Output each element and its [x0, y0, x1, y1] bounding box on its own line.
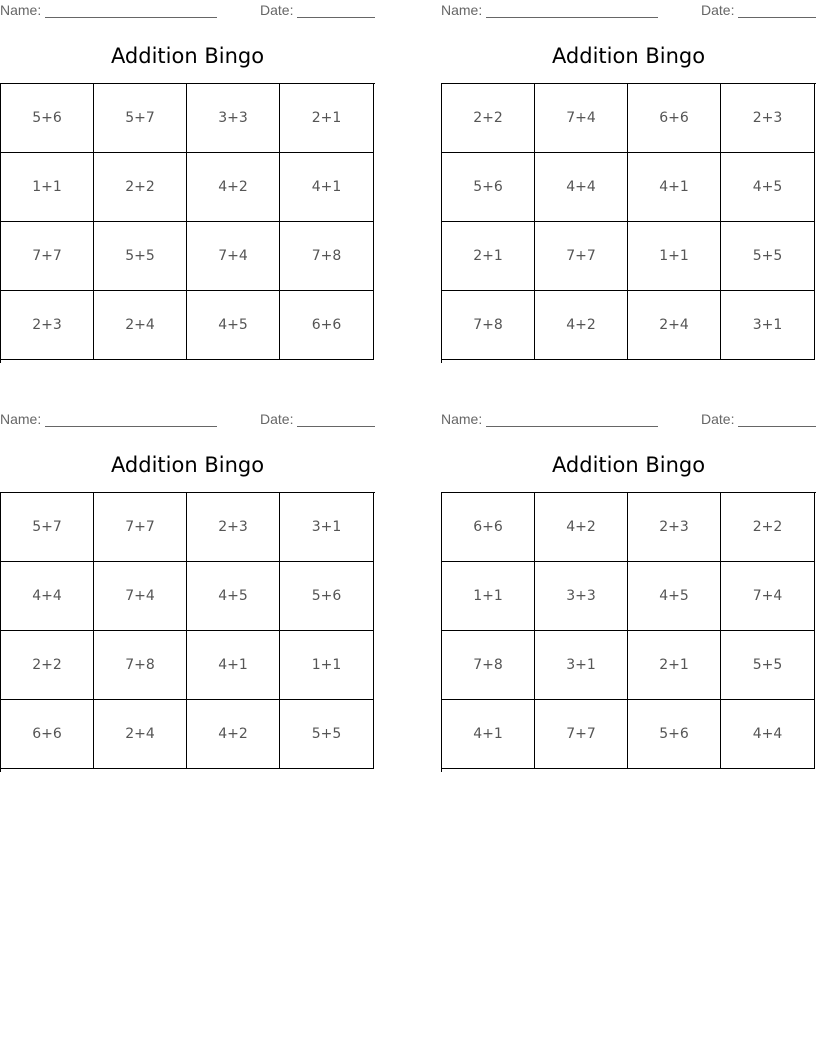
- bingo-cell[interactable]: 7+4: [94, 562, 187, 631]
- card-title: Addition Bingo: [551, 453, 706, 477]
- bingo-cell[interactable]: 2+1: [442, 222, 535, 291]
- bingo-cell[interactable]: 5+7: [94, 84, 187, 153]
- bingo-cell[interactable]: 5+5: [280, 700, 374, 769]
- bingo-card: [441, 0, 816, 365]
- bingo-cell[interactable]: 4+4: [1, 562, 94, 631]
- bingo-cell[interactable]: 2+3: [628, 493, 721, 562]
- bingo-cell[interactable]: 1+1: [442, 562, 535, 631]
- name-blank-line[interactable]: [486, 426, 658, 427]
- bingo-grid: [441, 492, 816, 772]
- bingo-cell[interactable]: 7+8: [442, 291, 535, 360]
- name-blank-line[interactable]: [486, 17, 658, 18]
- date-blank-line[interactable]: [738, 17, 816, 18]
- bingo-grid: [0, 492, 375, 772]
- bingo-cell[interactable]: 6+6: [442, 493, 535, 562]
- bingo-cell[interactable]: 4+5: [628, 562, 721, 631]
- date-label: Date:: [260, 411, 294, 427]
- name-blank-line[interactable]: [45, 17, 217, 18]
- bingo-cell[interactable]: 6+6: [280, 291, 374, 360]
- bingo-cell[interactable]: 3+1: [721, 291, 815, 360]
- date-label: Date:: [701, 411, 735, 427]
- bingo-cell[interactable]: 2+1: [628, 631, 721, 700]
- bingo-cell[interactable]: 5+5: [721, 631, 815, 700]
- bingo-cell[interactable]: 7+7: [1, 222, 94, 291]
- date-blank-line[interactable]: [738, 426, 816, 427]
- bingo-cell[interactable]: 5+6: [1, 84, 94, 153]
- bingo-cell[interactable]: 4+1: [187, 631, 280, 700]
- bingo-card: [0, 409, 375, 774]
- name-label: Name:: [0, 411, 42, 427]
- bingo-cell[interactable]: 7+8: [442, 631, 535, 700]
- bingo-cell[interactable]: 4+5: [721, 153, 815, 222]
- bingo-cell[interactable]: 7+4: [535, 84, 628, 153]
- date-blank-line[interactable]: [297, 17, 375, 18]
- bingo-cell[interactable]: 2+4: [94, 291, 187, 360]
- bingo-cell[interactable]: 3+3: [187, 84, 280, 153]
- bingo-cell[interactable]: 4+4: [721, 700, 815, 769]
- bingo-cell[interactable]: 5+6: [280, 562, 374, 631]
- bingo-cell[interactable]: 7+4: [187, 222, 280, 291]
- name-date-header: [441, 2, 816, 20]
- date-label: Date:: [701, 2, 735, 18]
- bingo-cell[interactable]: 3+3: [535, 562, 628, 631]
- bingo-card: [441, 409, 816, 774]
- bingo-cell[interactable]: 3+1: [280, 493, 374, 562]
- bingo-cell[interactable]: 4+1: [442, 700, 535, 769]
- bingo-cell[interactable]: 7+8: [280, 222, 374, 291]
- bingo-cell[interactable]: 5+7: [1, 493, 94, 562]
- card-title: Addition Bingo: [110, 453, 265, 477]
- date-blank-line[interactable]: [297, 426, 375, 427]
- name-date-header: [0, 2, 375, 20]
- bingo-cell[interactable]: 4+2: [187, 153, 280, 222]
- bingo-cell[interactable]: 2+2: [94, 153, 187, 222]
- bingo-cell[interactable]: 4+1: [280, 153, 374, 222]
- bingo-cell[interactable]: 2+3: [1, 291, 94, 360]
- name-date-header: [441, 411, 816, 429]
- bingo-cell[interactable]: 1+1: [1, 153, 94, 222]
- bingo-cell[interactable]: 1+1: [280, 631, 374, 700]
- bingo-cell[interactable]: 4+2: [535, 493, 628, 562]
- name-blank-line[interactable]: [45, 426, 217, 427]
- bingo-cell[interactable]: 5+6: [442, 153, 535, 222]
- bingo-cell[interactable]: 7+8: [94, 631, 187, 700]
- bingo-card: [0, 0, 375, 365]
- bingo-cell[interactable]: 4+4: [535, 153, 628, 222]
- bingo-cell[interactable]: 5+5: [94, 222, 187, 291]
- bingo-cell[interactable]: 5+5: [721, 222, 815, 291]
- bingo-cell[interactable]: 7+4: [721, 562, 815, 631]
- bingo-cell[interactable]: 6+6: [628, 84, 721, 153]
- bingo-cell[interactable]: 1+1: [628, 222, 721, 291]
- card-title: Addition Bingo: [110, 44, 265, 68]
- name-label: Name:: [441, 2, 483, 18]
- bingo-cell[interactable]: 7+7: [535, 700, 628, 769]
- bingo-cell[interactable]: 2+1: [280, 84, 374, 153]
- bingo-cell[interactable]: 2+2: [1, 631, 94, 700]
- name-label: Name:: [441, 411, 483, 427]
- name-label: Name:: [0, 2, 42, 18]
- bingo-cell[interactable]: 3+1: [535, 631, 628, 700]
- bingo-cell[interactable]: 4+5: [187, 291, 280, 360]
- bingo-cell[interactable]: 6+6: [1, 700, 94, 769]
- bingo-cell[interactable]: 2+3: [187, 493, 280, 562]
- bingo-grid: [441, 83, 816, 363]
- name-date-header: [0, 411, 375, 429]
- bingo-cell[interactable]: 7+7: [94, 493, 187, 562]
- bingo-cell[interactable]: 4+2: [535, 291, 628, 360]
- bingo-grid: [0, 83, 375, 363]
- bingo-cell[interactable]: 4+5: [187, 562, 280, 631]
- bingo-cell[interactable]: 2+4: [94, 700, 187, 769]
- bingo-cell[interactable]: 2+4: [628, 291, 721, 360]
- bingo-cell[interactable]: 7+7: [535, 222, 628, 291]
- bingo-cell[interactable]: 4+1: [628, 153, 721, 222]
- bingo-cell[interactable]: 4+2: [187, 700, 280, 769]
- bingo-cell[interactable]: 2+2: [721, 493, 815, 562]
- date-label: Date:: [260, 2, 294, 18]
- card-title: Addition Bingo: [551, 44, 706, 68]
- bingo-cell[interactable]: 5+6: [628, 700, 721, 769]
- bingo-cell[interactable]: 2+2: [442, 84, 535, 153]
- bingo-cell[interactable]: 2+3: [721, 84, 815, 153]
